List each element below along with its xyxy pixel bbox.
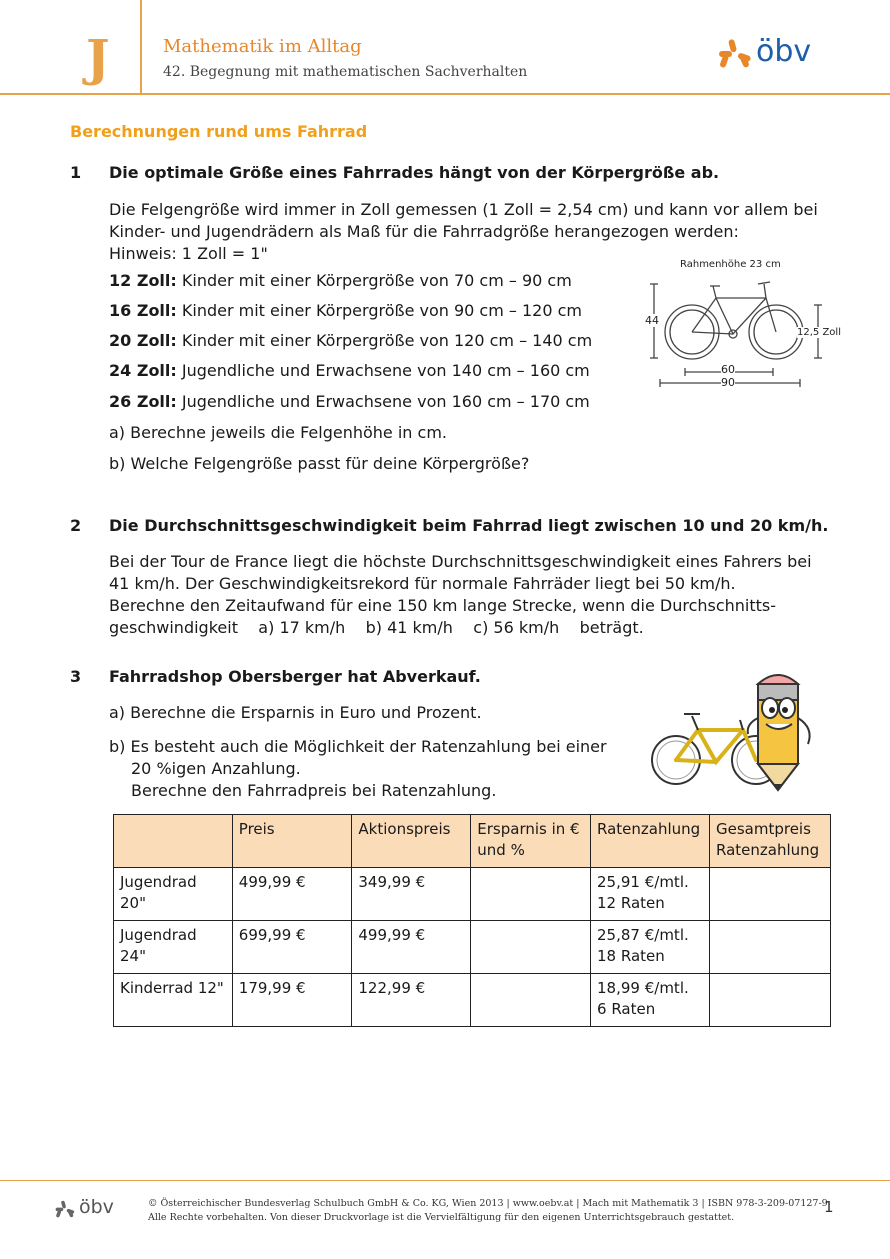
size-label: 16 Zoll: [109, 301, 177, 320]
size-label: 24 Zoll: [109, 361, 177, 380]
table-row [114, 868, 831, 921]
table-row [114, 974, 831, 1027]
header-divider [140, 0, 142, 93]
table-cell: 499,99 € [352, 921, 471, 974]
obv-logo [718, 34, 812, 76]
table-cell: 699,99 € [232, 921, 352, 974]
task2-line: geschwindigkeit a) 17 km/h b) 41 km/h c) 56 km/h beträgt. [109, 618, 644, 637]
rate-amount: 25,91 €/mtl. [597, 873, 689, 891]
size-desc: Kinder mit einer Körpergröße von 70 cm – 90 cm [181, 271, 572, 290]
table-cell [591, 921, 710, 974]
table-cell [591, 868, 710, 921]
size-desc: Jugendliche und Erwachsene von 140 cm – 160 cm [181, 361, 590, 380]
task1-intro-line: Kinder- und Jugendrädern als Maß für die Fahrradgröße herangezogen werden: [109, 222, 739, 241]
task3-sub-b [109, 736, 607, 802]
header-rule [0, 93, 890, 95]
size-label: 26 Zoll: [109, 392, 177, 411]
header-title: Mathematik im Alltag [163, 36, 362, 57]
size-row [109, 361, 590, 380]
size-desc: Jugendliche und Erwachsene von 160 cm – 170 cm [181, 392, 590, 411]
size-row [109, 271, 572, 290]
price-table [113, 814, 831, 1027]
frame-height-label: Rahmenhöhe 23 cm [680, 259, 781, 270]
footer-line: © Österreichischer Bundesverlag Schulbuch GmbH & Co. KG, Wien 2013 | www.oebv.at | Mach mit Mathematik 3 | ISBN 978-3-209-07127-9 [148, 1198, 828, 1209]
wheel-size-label: 12,5 Zoll [797, 327, 841, 338]
table-header-cell [114, 815, 233, 868]
task1-intro-line: Hinweis: 1 Zoll = 1" [109, 244, 268, 263]
task3-sub-b-line: Berechne den Fahrradpreis bei Ratenzahlung. [131, 781, 497, 800]
bike-diagram [640, 256, 845, 396]
table-cell-empty[interactable] [471, 974, 591, 1027]
table-header-cell: Ratenzahlung [591, 815, 710, 868]
rate-count: 12 Raten [597, 894, 665, 912]
footer-logo [55, 1196, 114, 1224]
bike-diagram-drawing [640, 256, 845, 396]
rate-count: 18 Raten [597, 947, 665, 965]
size-desc: Kinder mit einer Körpergröße von 120 cm – 140 cm [181, 331, 593, 350]
obv-logo-text: öbv [756, 34, 812, 69]
size-row [109, 392, 590, 411]
task3-question: Fahrradshop Obersberger hat Abverkauf. [109, 667, 481, 686]
table-cell: 349,99 € [352, 868, 471, 921]
task1-number: 1 [70, 163, 82, 182]
size-row [109, 301, 582, 320]
table-header-cell: Ersparnis in € und % [471, 815, 591, 868]
page-number: 1 [824, 1198, 834, 1216]
task1-sub-b: b) Welche Felgengröße passt für deine Körpergröße? [109, 454, 530, 473]
footer-line: Alle Rechte vorbehalten. Von dieser Druckvorlage ist die Vervielfältigung für den eigenen Unterrichtsgebrauch gestattet. [148, 1212, 735, 1223]
header-subtitle: 42. Begegnung mit mathematischen Sachverhalten [163, 64, 528, 80]
task2-line: Bei der Tour de France liegt die höchste Durchschnittsgeschwindigkeit eines Fahrers bei [109, 552, 812, 571]
chapter-letter: J [86, 28, 110, 87]
outer-width-label: 90 [721, 376, 735, 389]
table-cell: Kinderrad 12" [114, 974, 233, 1027]
table-cell: 179,99 € [232, 974, 352, 1027]
rate-count: 6 Raten [597, 1000, 656, 1018]
table-cell-empty[interactable] [709, 921, 830, 974]
task2-line: 41 km/h. Der Geschwindigkeitsrekord für normale Fahrräder liegt bei 50 km/h. [109, 574, 736, 593]
task3-sub-a: a) Berechne die Ersparnis in Euro und Prozent. [109, 703, 482, 722]
table-header-cell: Gesamtpreis Ratenzahlung [709, 815, 830, 868]
rate-amount: 25,87 €/mtl. [597, 926, 689, 944]
task3-sub-b-line: 20 %igen Anzahlung. [131, 759, 301, 778]
table-row [114, 921, 831, 974]
size-desc: Kinder mit einer Körpergröße von 90 cm – 120 cm [181, 301, 582, 320]
table-cell: 499,99 € [232, 868, 352, 921]
footer-obv-star-icon [55, 1200, 75, 1220]
inner-width-label: 60 [721, 363, 735, 376]
task1-sub-a: a) Berechne jeweils die Felgenhöhe in cm. [109, 423, 447, 442]
task2-number: 2 [70, 516, 82, 535]
rate-amount: 18,99 €/mtl. [597, 979, 689, 997]
table-cell-empty[interactable] [709, 974, 830, 1027]
task3-sub-b-line: b) Es besteht auch die Möglichkeit der Ratenzahlung bei einer [109, 737, 607, 756]
footer-logo-text: öbv [79, 1196, 114, 1218]
table-cell-empty[interactable] [471, 921, 591, 974]
table-cell [591, 974, 710, 1027]
table-cell: Jugendrad 20" [114, 868, 233, 921]
task2-line: Berechne den Zeitaufwand für eine 150 km lange Strecke, wenn die Durchschnitts- [109, 596, 777, 615]
table-header-cell: Aktionspreis [352, 815, 471, 868]
total-height-label: 44 [645, 314, 659, 327]
obv-star-icon [718, 38, 752, 72]
bike-mascot-illustration [648, 668, 823, 793]
section-title: Berechnungen rund ums Fahrrad [70, 122, 368, 141]
table-header-cell: Preis [232, 815, 352, 868]
task1-question: Die optimale Größe eines Fahrrades hängt von der Körpergröße ab. [109, 163, 720, 182]
table-cell-empty[interactable] [709, 868, 830, 921]
task3-number: 3 [70, 667, 82, 686]
table-cell-empty[interactable] [471, 868, 591, 921]
size-row [109, 331, 592, 350]
task2-question: Die Durchschnittsgeschwindigkeit beim Fahrrad liegt zwischen 10 und 20 km/h. [109, 516, 829, 535]
table-header-row [114, 815, 831, 868]
footer-rule [0, 1180, 890, 1181]
table-cell: Jugendrad 24" [114, 921, 233, 974]
table-cell: 122,99 € [352, 974, 471, 1027]
size-label: 20 Zoll: [109, 331, 177, 350]
task1-intro-line: Die Felgengröße wird immer in Zoll gemessen (1 Zoll = 2,54 cm) und kann vor allem bei [109, 200, 818, 219]
size-label: 12 Zoll: [109, 271, 177, 290]
bike-mascot-icon [648, 668, 823, 793]
footer-copyright [148, 1197, 828, 1225]
task2-text [109, 551, 849, 639]
